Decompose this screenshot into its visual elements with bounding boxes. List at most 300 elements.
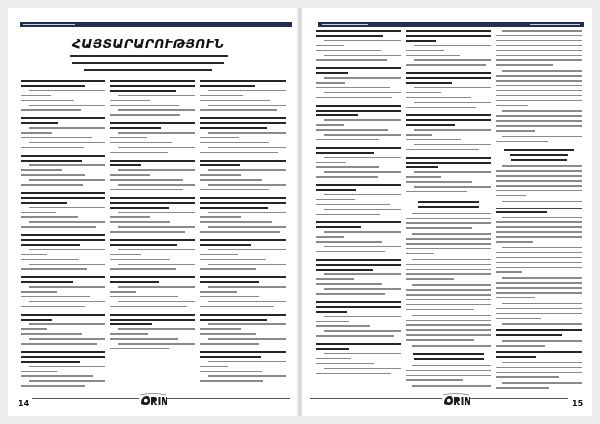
text-line bbox=[406, 264, 491, 266]
text-line bbox=[406, 375, 491, 377]
subtitle-line bbox=[70, 55, 228, 57]
text-line bbox=[324, 246, 401, 248]
text-line bbox=[200, 189, 269, 191]
heading-line bbox=[200, 202, 286, 204]
text-line bbox=[21, 254, 47, 256]
text-line bbox=[496, 50, 582, 52]
text-line bbox=[208, 323, 286, 325]
text-line bbox=[208, 226, 286, 228]
text-line bbox=[110, 296, 178, 298]
heading-line bbox=[110, 244, 177, 246]
heading-line bbox=[21, 319, 52, 321]
text-line bbox=[316, 373, 391, 375]
text-line bbox=[208, 169, 286, 171]
heading-line bbox=[200, 351, 286, 353]
heading-line bbox=[316, 226, 361, 228]
text-line bbox=[200, 174, 241, 176]
heading-line bbox=[406, 166, 438, 168]
text-line bbox=[110, 254, 141, 256]
text-line bbox=[118, 147, 195, 149]
text-line bbox=[29, 366, 105, 368]
text-line bbox=[496, 55, 582, 57]
text-line bbox=[200, 152, 278, 154]
text-line bbox=[200, 291, 237, 293]
text-line bbox=[29, 127, 105, 129]
text-line bbox=[316, 278, 354, 280]
text-line bbox=[118, 343, 195, 345]
text-line bbox=[496, 130, 535, 132]
text-line bbox=[496, 64, 553, 66]
text-line bbox=[21, 268, 87, 270]
right-page bbox=[302, 8, 592, 416]
text-line bbox=[316, 97, 392, 99]
heading-line bbox=[496, 356, 536, 358]
text-line bbox=[21, 306, 85, 308]
text-line bbox=[200, 366, 228, 368]
text-line bbox=[208, 264, 286, 266]
text-line bbox=[496, 170, 582, 172]
text-line bbox=[110, 216, 150, 218]
text-line bbox=[496, 59, 582, 61]
heading-line bbox=[511, 159, 567, 161]
text-line bbox=[316, 87, 390, 89]
text-line bbox=[496, 141, 548, 143]
text-line bbox=[110, 231, 185, 233]
text-line bbox=[406, 149, 479, 151]
left-page bbox=[8, 8, 298, 416]
text-line bbox=[406, 222, 491, 224]
text-line bbox=[200, 216, 241, 218]
heading-line bbox=[316, 67, 401, 69]
heading-line bbox=[316, 306, 401, 308]
text-line bbox=[406, 218, 491, 220]
text-line bbox=[496, 35, 582, 37]
text-line bbox=[208, 105, 286, 107]
text-column bbox=[316, 30, 401, 395]
text-line bbox=[414, 45, 491, 47]
text-line bbox=[502, 165, 582, 167]
text-line bbox=[406, 379, 463, 381]
heading-line bbox=[406, 114, 491, 116]
text-line bbox=[29, 179, 105, 181]
heading-line bbox=[316, 301, 401, 303]
text-line bbox=[21, 226, 96, 228]
text-line bbox=[496, 105, 528, 107]
heading-line bbox=[200, 356, 261, 358]
text-line bbox=[406, 92, 441, 94]
heading-line bbox=[316, 105, 401, 107]
text-line bbox=[118, 264, 195, 266]
text-line bbox=[316, 204, 390, 206]
heading-line bbox=[200, 281, 259, 283]
text-line bbox=[414, 171, 491, 173]
text-line bbox=[316, 321, 349, 323]
text-line bbox=[316, 176, 378, 178]
text-line bbox=[406, 334, 491, 336]
text-line bbox=[200, 333, 256, 335]
text-line bbox=[406, 269, 491, 271]
text-line bbox=[110, 268, 176, 270]
text-line bbox=[200, 343, 259, 345]
heading-line bbox=[21, 361, 80, 363]
text-line bbox=[496, 80, 582, 82]
heading-line bbox=[406, 82, 452, 84]
text-line bbox=[496, 195, 526, 197]
text-line bbox=[406, 324, 491, 326]
subtitle-line bbox=[72, 62, 224, 64]
heading-line bbox=[406, 40, 436, 42]
text-line bbox=[496, 120, 582, 122]
text-line bbox=[496, 175, 582, 177]
text-line bbox=[21, 375, 93, 377]
text-line bbox=[316, 166, 379, 168]
text-line bbox=[110, 338, 178, 340]
heading-line bbox=[21, 351, 105, 353]
text-line bbox=[412, 365, 491, 367]
heading-line bbox=[316, 114, 358, 116]
heading-line bbox=[316, 259, 401, 261]
text-line bbox=[496, 125, 582, 127]
text-line bbox=[496, 267, 582, 269]
heading-line bbox=[21, 117, 105, 119]
newspaper-logo bbox=[442, 393, 470, 407]
heading-line bbox=[406, 30, 491, 32]
heading-line bbox=[110, 323, 152, 325]
heading-line bbox=[406, 124, 455, 126]
heading-line bbox=[21, 160, 82, 162]
text-line bbox=[316, 335, 394, 337]
header-issue-info bbox=[23, 24, 75, 26]
text-line bbox=[406, 176, 441, 178]
text-line bbox=[502, 110, 582, 112]
text-line bbox=[406, 243, 491, 245]
text-line bbox=[496, 40, 582, 42]
text-line bbox=[496, 271, 522, 273]
text-line bbox=[496, 236, 582, 238]
text-line bbox=[502, 136, 582, 138]
heading-line bbox=[110, 319, 195, 321]
text-line bbox=[502, 201, 582, 203]
page-title: ՀԱՅՏԱՐԱՐՈՒԹՅՈՒՆ bbox=[72, 36, 224, 51]
text-line bbox=[110, 306, 187, 308]
text-line bbox=[496, 115, 582, 117]
text-line bbox=[200, 328, 241, 330]
heading-line bbox=[316, 184, 401, 186]
subtitle-line bbox=[84, 69, 212, 71]
text-line bbox=[406, 50, 444, 52]
text-line bbox=[496, 221, 582, 223]
text-line bbox=[110, 179, 183, 181]
text-line bbox=[324, 92, 401, 94]
text-line bbox=[208, 147, 286, 149]
text-line bbox=[29, 249, 105, 251]
text-line bbox=[496, 95, 582, 97]
heading-line bbox=[110, 122, 195, 124]
text-line bbox=[412, 233, 491, 235]
text-line bbox=[118, 95, 195, 97]
heading-line bbox=[21, 197, 105, 199]
text-line bbox=[21, 95, 51, 97]
text-line bbox=[324, 353, 401, 355]
text-line bbox=[406, 134, 432, 136]
text-line bbox=[118, 226, 195, 228]
text-line bbox=[502, 30, 582, 32]
text-line bbox=[496, 308, 582, 310]
text-line bbox=[324, 55, 401, 57]
text-line bbox=[316, 199, 355, 201]
heading-line bbox=[316, 264, 401, 266]
text-line bbox=[110, 259, 170, 261]
text-line bbox=[414, 102, 491, 104]
text-line bbox=[406, 238, 491, 240]
text-line bbox=[316, 325, 370, 327]
text-line bbox=[496, 376, 559, 378]
heading-line bbox=[110, 314, 195, 316]
text-line bbox=[29, 207, 105, 209]
text-line bbox=[21, 137, 92, 139]
heading-line bbox=[316, 152, 374, 154]
heading-line bbox=[414, 358, 484, 360]
text-line bbox=[200, 380, 263, 382]
heading-line bbox=[406, 72, 491, 74]
text-line bbox=[21, 174, 85, 176]
text-line bbox=[496, 318, 541, 320]
text-line bbox=[29, 264, 105, 266]
text-line bbox=[21, 371, 57, 373]
text-line bbox=[324, 368, 401, 370]
heading-line bbox=[200, 319, 267, 321]
text-line bbox=[21, 132, 52, 134]
text-line bbox=[502, 70, 582, 72]
text-line bbox=[406, 139, 461, 141]
text-column bbox=[496, 30, 582, 395]
heading-line bbox=[316, 30, 401, 32]
text-line bbox=[118, 328, 195, 330]
text-line bbox=[406, 294, 491, 296]
text-line bbox=[324, 330, 401, 332]
text-line bbox=[496, 85, 582, 87]
text-line bbox=[406, 273, 491, 275]
text-line bbox=[502, 340, 582, 342]
text-line bbox=[324, 194, 401, 196]
text-line bbox=[324, 77, 401, 79]
text-line bbox=[324, 40, 401, 42]
heading-line bbox=[21, 356, 105, 358]
text-line bbox=[496, 241, 533, 243]
heading-line bbox=[110, 164, 141, 166]
heading-line bbox=[21, 122, 58, 124]
text-line bbox=[414, 87, 491, 89]
heading-line bbox=[496, 351, 582, 353]
text-line bbox=[412, 385, 491, 387]
heading-line bbox=[21, 239, 105, 241]
heading-line bbox=[21, 80, 105, 82]
heading-line bbox=[413, 353, 485, 355]
text-line bbox=[412, 213, 491, 215]
heading-line bbox=[200, 239, 286, 241]
text-line bbox=[208, 301, 286, 303]
text-column bbox=[110, 80, 195, 395]
text-line bbox=[406, 227, 472, 229]
text-line bbox=[200, 231, 280, 233]
heading-line bbox=[406, 77, 491, 79]
text-line bbox=[29, 301, 105, 303]
text-line bbox=[496, 297, 535, 299]
text-line bbox=[406, 289, 491, 291]
heading-line bbox=[110, 281, 159, 283]
text-line bbox=[316, 363, 374, 365]
heading-line bbox=[496, 211, 547, 213]
text-line bbox=[316, 139, 379, 141]
heading-line bbox=[504, 149, 575, 151]
heading-line bbox=[418, 201, 480, 203]
text-line bbox=[21, 184, 83, 186]
text-line bbox=[406, 339, 474, 341]
text-column bbox=[21, 80, 105, 395]
newspaper-logo bbox=[139, 393, 167, 407]
text-line bbox=[29, 105, 105, 107]
page-number: 14 bbox=[18, 399, 30, 408]
text-line bbox=[21, 216, 78, 218]
text-line bbox=[496, 90, 582, 92]
text-line bbox=[21, 296, 90, 298]
text-line bbox=[200, 95, 243, 97]
text-line bbox=[406, 304, 491, 306]
heading-line bbox=[316, 110, 401, 112]
text-line bbox=[316, 59, 387, 61]
text-line bbox=[110, 100, 150, 102]
text-line bbox=[110, 152, 168, 154]
heading-line bbox=[200, 160, 286, 162]
text-line bbox=[208, 375, 286, 377]
text-line bbox=[406, 55, 460, 57]
text-line bbox=[496, 190, 582, 192]
text-line bbox=[496, 282, 582, 284]
text-line bbox=[502, 382, 582, 384]
text-line bbox=[29, 221, 105, 223]
text-line bbox=[110, 142, 172, 144]
text-line bbox=[324, 288, 401, 290]
heading-line bbox=[316, 269, 373, 271]
text-line bbox=[21, 291, 57, 293]
text-line bbox=[316, 214, 380, 216]
text-line bbox=[412, 284, 491, 286]
heading-line bbox=[21, 234, 105, 236]
heading-line bbox=[200, 80, 286, 82]
text-line bbox=[200, 221, 272, 223]
text-line bbox=[496, 292, 582, 294]
text-line bbox=[21, 147, 84, 149]
heading-line bbox=[110, 276, 195, 278]
text-line bbox=[406, 248, 491, 250]
header-issue-info bbox=[322, 24, 368, 26]
text-line bbox=[324, 209, 401, 211]
heading-line bbox=[316, 189, 356, 191]
heading-line bbox=[316, 35, 383, 37]
text-line bbox=[200, 137, 239, 139]
text-line bbox=[316, 45, 344, 47]
heading-line bbox=[110, 80, 195, 82]
heading-line bbox=[496, 329, 582, 331]
text-line bbox=[324, 157, 401, 159]
text-line bbox=[496, 185, 582, 187]
text-line bbox=[496, 257, 582, 259]
text-line bbox=[118, 169, 195, 171]
heading-line bbox=[200, 127, 267, 129]
heading-line bbox=[496, 334, 562, 336]
text-line bbox=[414, 186, 491, 188]
heading-line bbox=[200, 244, 251, 246]
text-line bbox=[496, 313, 582, 315]
text-line bbox=[118, 132, 195, 134]
text-line bbox=[110, 291, 136, 293]
text-line bbox=[406, 253, 434, 255]
text-line bbox=[316, 129, 388, 131]
text-line bbox=[406, 64, 486, 66]
text-line bbox=[502, 323, 582, 325]
text-line bbox=[118, 109, 195, 111]
text-line bbox=[118, 184, 195, 186]
heading-line bbox=[21, 281, 73, 283]
heading-line bbox=[200, 314, 286, 316]
text-line bbox=[208, 212, 286, 214]
text-line bbox=[208, 132, 286, 134]
text-line bbox=[316, 236, 344, 238]
text-line bbox=[200, 259, 266, 261]
text-line bbox=[316, 241, 382, 243]
page-header-bar bbox=[318, 22, 584, 27]
text-line bbox=[200, 306, 274, 308]
text-line bbox=[208, 90, 286, 92]
text-line bbox=[110, 221, 170, 223]
heading-line bbox=[316, 72, 348, 74]
text-line bbox=[208, 361, 286, 363]
text-line bbox=[406, 370, 491, 372]
page-header-bar bbox=[20, 22, 292, 27]
text-line bbox=[496, 231, 582, 233]
text-line bbox=[200, 179, 262, 181]
text-line bbox=[324, 134, 401, 136]
text-line bbox=[406, 329, 491, 331]
text-line bbox=[412, 315, 491, 317]
text-line bbox=[110, 189, 183, 191]
text-line bbox=[502, 303, 582, 305]
text-line bbox=[496, 387, 549, 389]
heading-line bbox=[406, 157, 491, 159]
text-line bbox=[208, 286, 286, 288]
text-line bbox=[502, 277, 582, 279]
text-line bbox=[21, 259, 79, 261]
text-line bbox=[208, 184, 286, 186]
text-line bbox=[200, 254, 238, 256]
text-line bbox=[414, 129, 491, 131]
text-line bbox=[110, 333, 148, 335]
heading-line bbox=[510, 154, 567, 156]
heading-line bbox=[21, 276, 105, 278]
text-line bbox=[406, 278, 454, 280]
heading-line bbox=[200, 122, 286, 124]
heading-line bbox=[21, 85, 85, 87]
text-line bbox=[502, 362, 582, 364]
heading-line bbox=[21, 192, 105, 194]
heading-line bbox=[110, 127, 161, 129]
heading-line bbox=[200, 85, 255, 87]
text-column bbox=[406, 30, 491, 395]
text-line bbox=[496, 287, 582, 289]
text-line bbox=[406, 107, 476, 109]
text-line bbox=[21, 343, 97, 345]
text-line bbox=[200, 100, 270, 102]
